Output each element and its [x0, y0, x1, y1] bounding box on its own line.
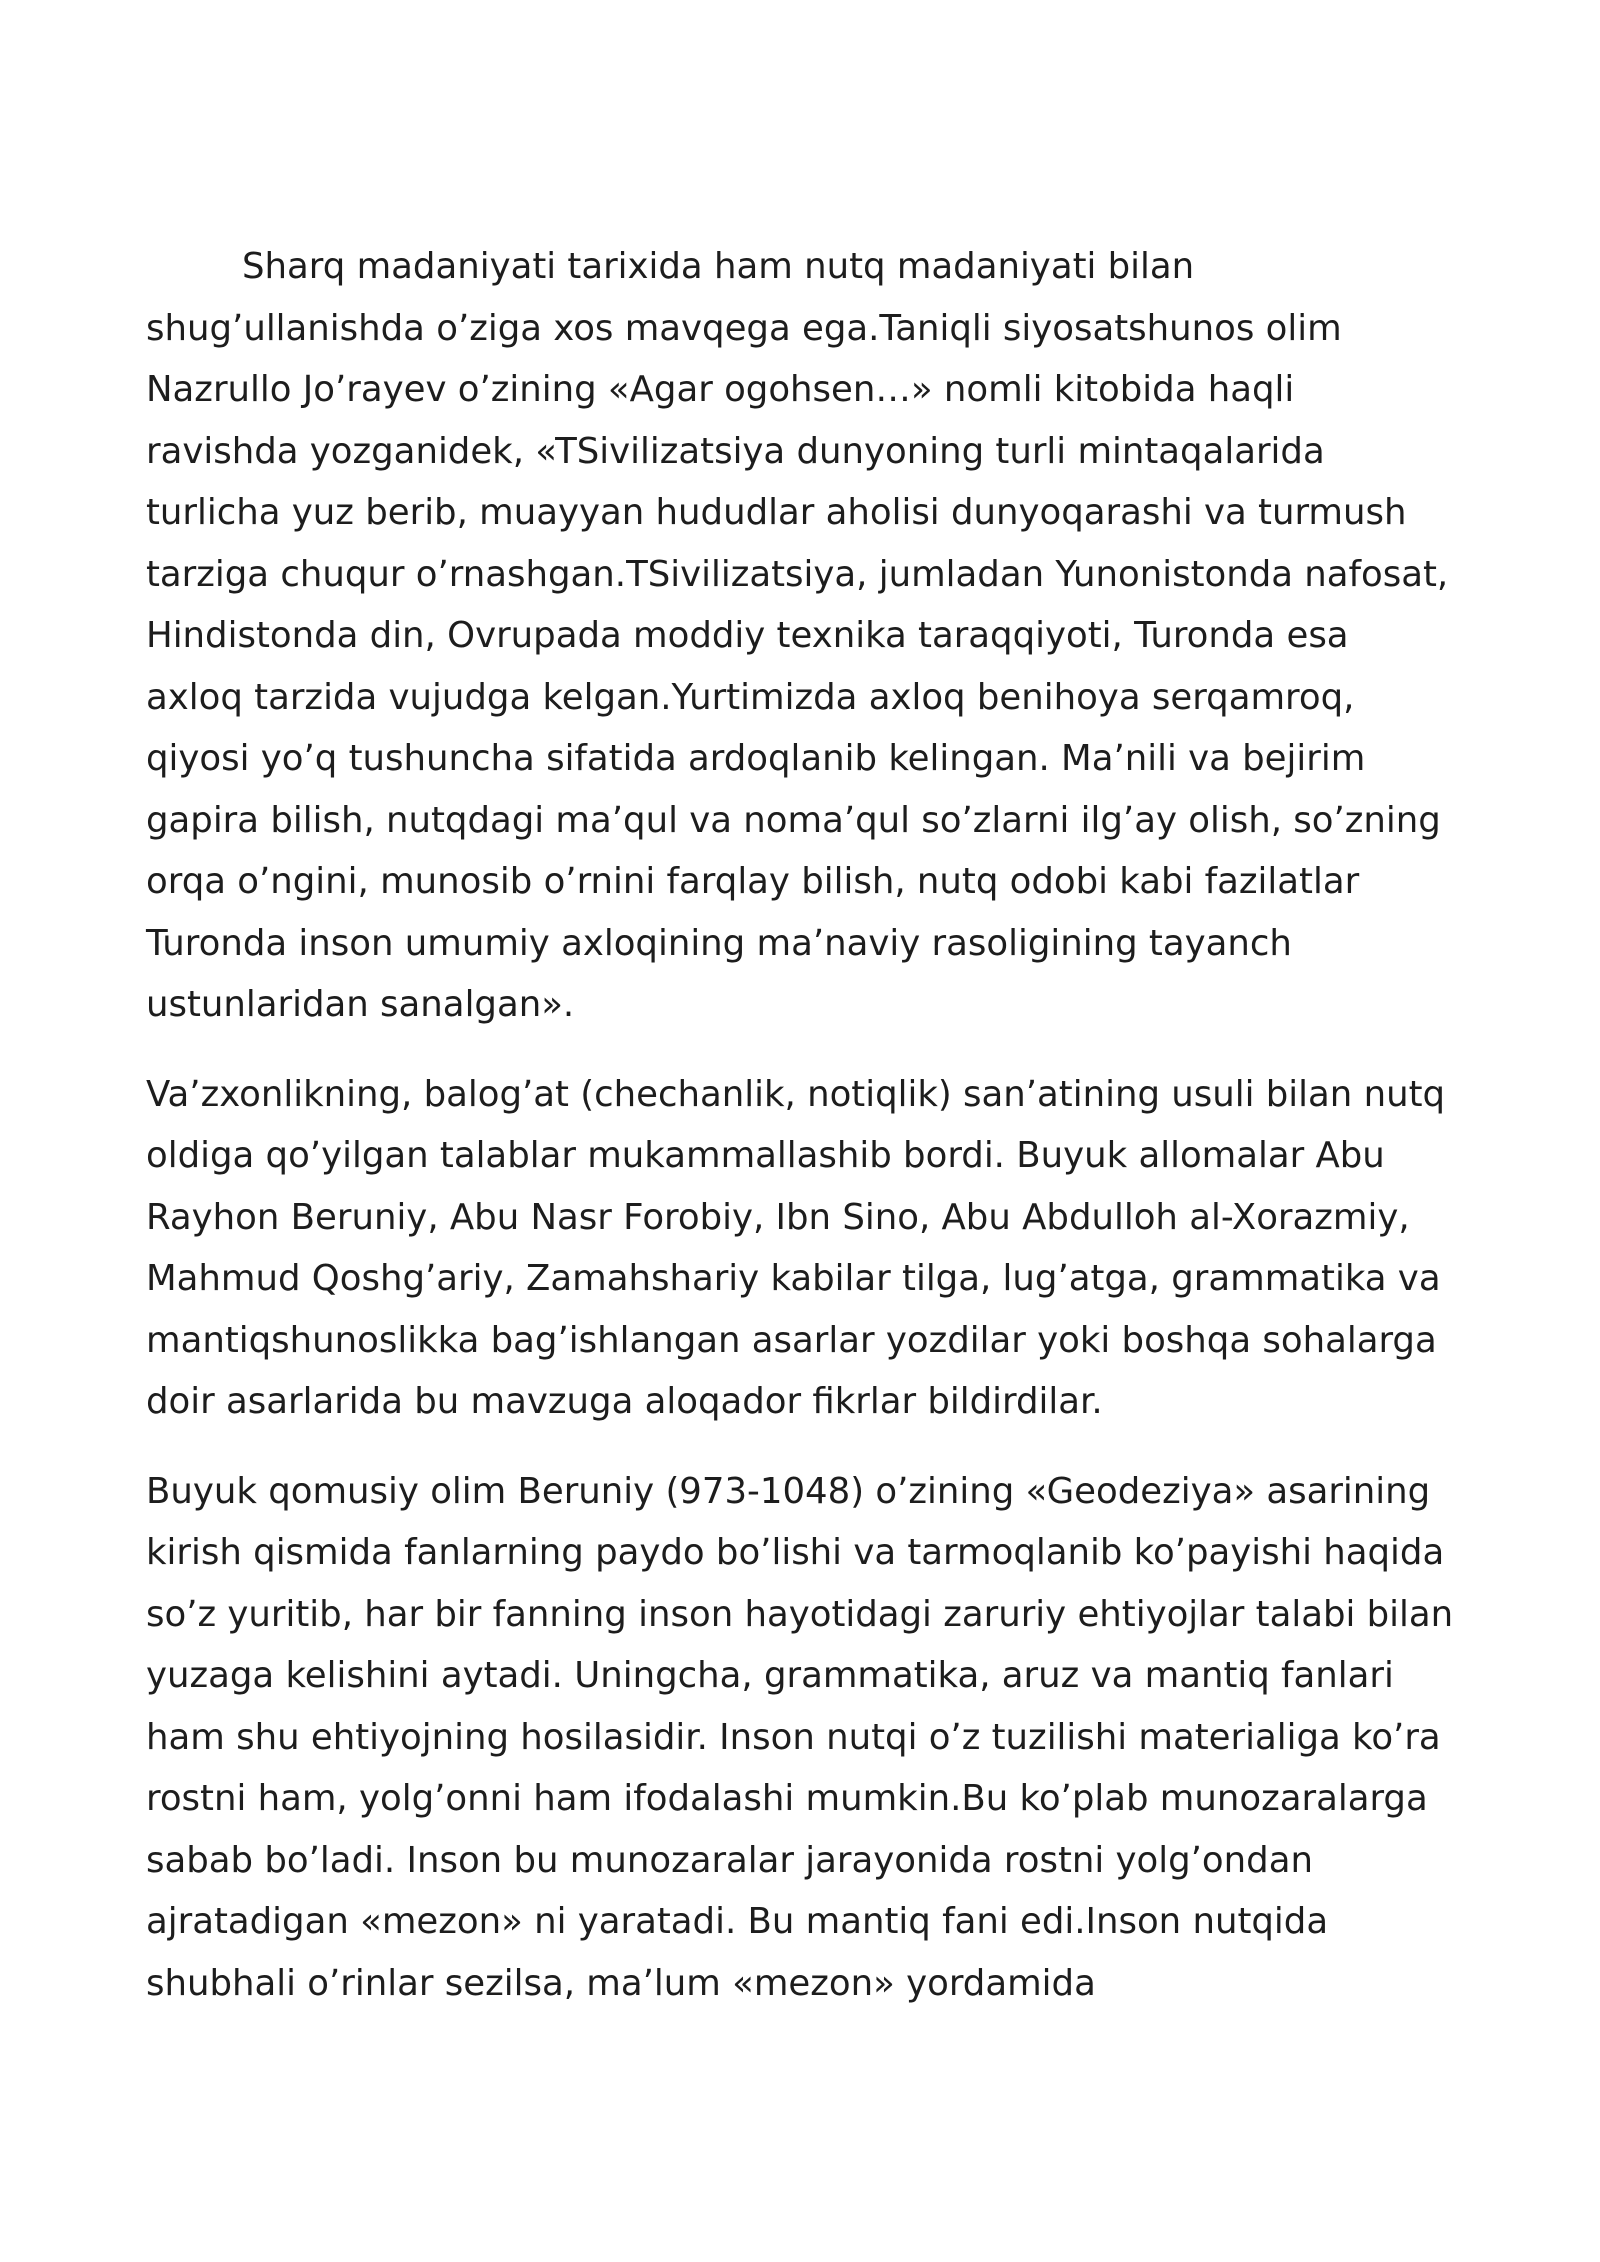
document-body	[146, 236, 1456, 2014]
paragraph-sharq-madaniyati: Sharq madaniyati tarixida ham nutq madaniyati bilan shug’ullanishda o’ziga xos mavqega ega.Taniqli siyosatshunos olim Nazrullo Jo’rayev o’zining «Agar ogohsen…» nomli kitobida haqli ravishda yozganidek, «TSivilizatsiya dunyoning turli mintaqalarida turlicha yuz berib, muayyan hududlar aholisi dunyoqarashi va turmush tarziga chuqur o’rnashgan.TSivilizatsiya, jumladan Yunonistonda nafosat, Hindistonda din, Ovrupada moddiy texnika taraqqiyoti, Turonda esa axloq tarzida vujudga kelgan.Yurtimizda axloq benihoya serqamroq, qiyosi yo’q tushuncha sifatida ardoqlanib kelingan. Ma’nili va bejirim gapira bilish, nutqdagi ma’qul va noma’qul so’zlarni ilg’ay olish, so’zning orqa o’ngini, munosib o’rnini farqlay bilish, nutq odobi kabi fazilatlar Turonda inson umumiy axloqining ma’naviy rasoligining tayanch ustunlaridan sanalgan».	[146, 246, 1449, 1025]
paragraph-vazxonlik: Va’zxonlikning, balog’at (chechanlik, notiqlik) san’atining usuli bilan nutq oldiga qo’yilgan talablar mukammallashib bordi. Buyuk allomalar Abu Rayhon Beruniy, Abu Nasr Forobiy, Ibn Sino, Abu Abdulloh al-Xorazmiy, Mahmud Qoshg’ariy, Zamahshariy kabilar tilga, lug’atga, grammatika va mantiqshunoslikka bag’ishlangan asarlar yozdilar yoki boshqa sohalarga doir asarlarida bu mavzuga aloqador fikrlar bildirdilar.	[146, 1073, 1446, 1422]
paragraph-beruniy: Buyuk qomusiy olim Beruniy (973-1048) o’zining «Geodeziya» asarining kirish qismida fanlarning paydo bo’lishi va tarmoqlanib ko’payishi haqida so’z yuritib, har bir fanning inson hayotidagi zaruriy ehtiyojlar talabi bilan yuzaga kelishini aytadi. Uningcha, grammatika, aruz va mantiq fanlari ham shu ehtiyojning hosilasidir. Inson nutqi o’z tuzilishi materialiga ko’ra rostni ham, yolg’onni ham ifodalashi mumkin.Bu ko’plab munozaralarga sabab bo’ladi. Inson bu munozaralar jarayonida rostni yolg’ondan ajratadigan «mezon» ni yaratadi. Bu mantiq fani edi.Inson nutqida shubhali o’rinlar sezilsa, ma’lum «mezon» yordamida	[146, 1470, 1454, 2004]
